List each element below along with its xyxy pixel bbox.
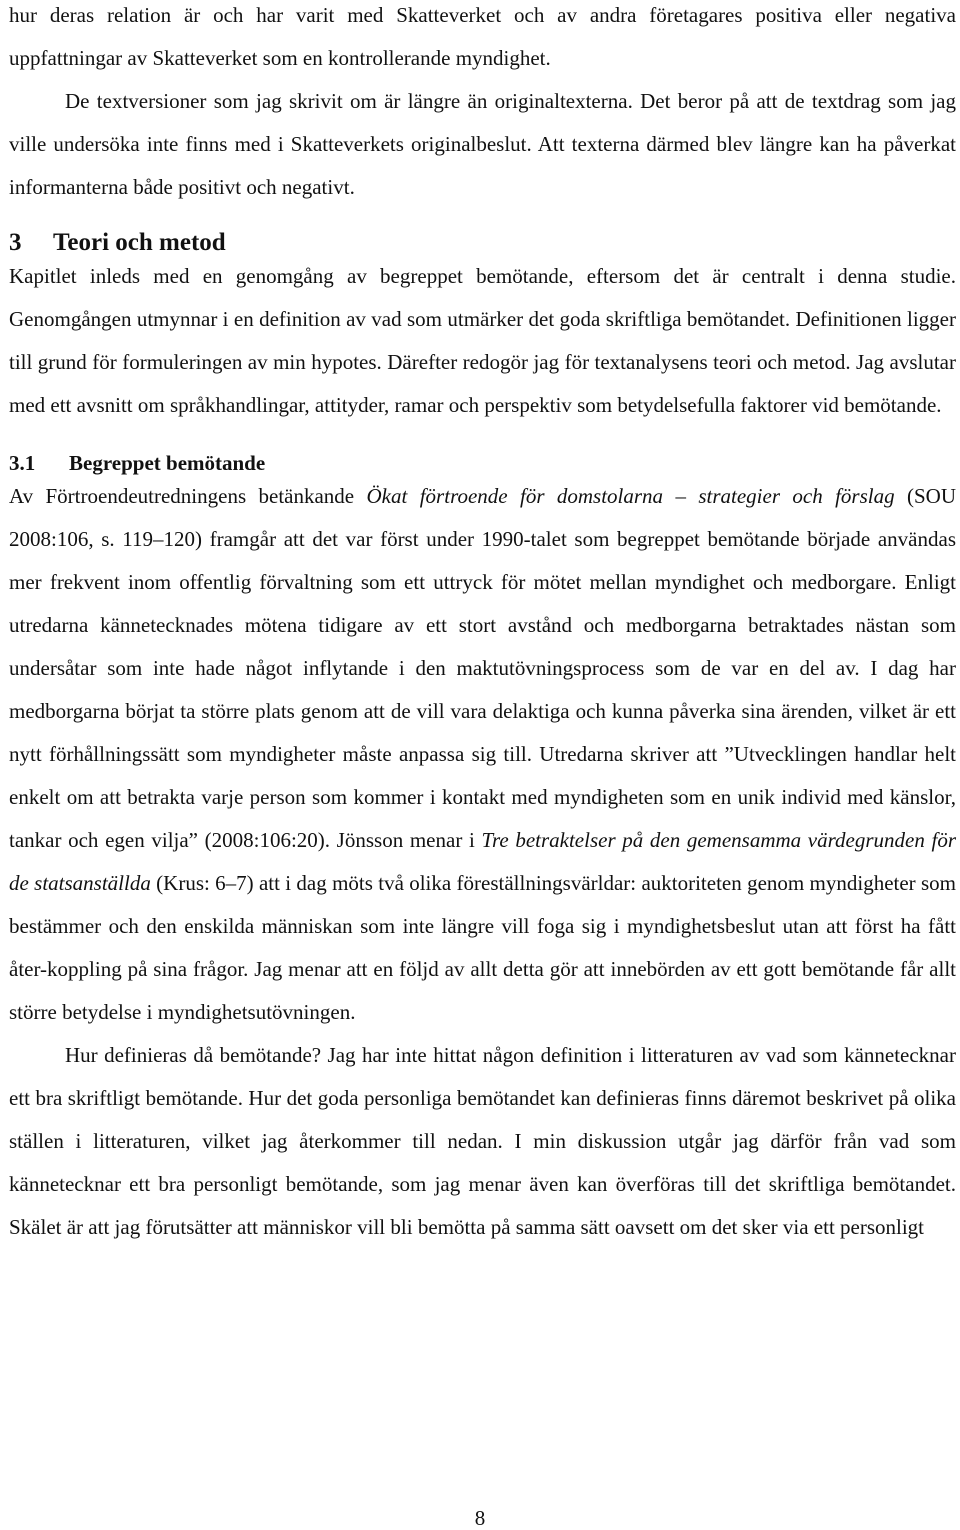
section-3-1-number: 3.1	[9, 451, 36, 475]
p1-report-title: Ökat förtroende för domstolarna – strategier och förslag	[366, 484, 895, 508]
section-3-number: 3	[9, 229, 22, 256]
p1-ending: (Krus: 6–7) att i dag möts två olika föreställningsvärldar: auktoriteten genom myndigheter som bestämmer och den enskilda människan som inte längre vill foga sig i myndighetsbeslut utan att först ha fått åter-koppling på sina frågor. Jag menar att en följd av allt detta gör att innebörden av ett gott bemötande får allt större betydelse i myndighetsutövningen.	[9, 871, 957, 1024]
section-3-1-title: Begreppet bemötande	[69, 451, 266, 475]
section-3-paragraph: Kapitlet inleds med en genomgång av begreppet bemötande, eftersom det är centralt i denna studie. Genomgången utmynnar i en definition av vad som utmärker det goda skriftliga bemötandet. Definitionen ligger till grund för formuleringen av min hypotes. Därefter redogör jag för textanalysens teori och metod. Jag avslutar med ett avsnitt om språkhandlingar, attityder, ramar och perspektiv som betydelsefulla faktorer vid bemötande.	[9, 264, 956, 417]
page-number: 8	[474, 1506, 486, 1530]
document-page	[9, 0, 956, 1249]
section-3-title: Teori och metod	[53, 229, 226, 256]
p1-continuation: (SOU 2008:106, s. 119–120) framgår att det var först under 1990-talet som begreppet bemötande började användas mer frekvent inom offentlig förvaltning som ett uttryck för mötet mellan myndighet och medborgare. Enligt utredarna kännetecknades mötena tidigare av ett stort avstånd och medborgarna betraktades nästan som undersåtar som inte hade något inflytande i den maktutövningsprocess som de var en del av. I dag har medborgarna börjat ta större plats genom att de vill vara delaktiga och kunna påverka sina ärenden, vilket är ett nytt förhållningssätt som myndigheter måste anpassa sig till. Utredarna skriver att ”Utvecklingen handlar helt enkelt om att betrakta varje person som kommer i kontakt med myndigheten som en unik individ med känslor, tankar och egen vilja” (2008:106:20). Jönsson menar i	[9, 484, 956, 852]
paragraph-1: hur deras relation är och har varit med Skatteverket och av andra företagares positiva eller negativa uppfattningar av Skatteverket som en kontrollerande myndighet.	[9, 3, 956, 70]
p1-intro: Av Förtroendeutredningens betänkande	[9, 484, 367, 508]
p1-book-title: Tre betraktelser på den gemensamma värdegrunden för de statsanställda	[9, 828, 956, 895]
section-3-1-paragraph-1	[9, 475, 956, 1034]
section-3-1-paragraph-2: Hur definieras då bemötande? Jag har inte hittat någon definition i litteraturen av vad som kännetecknar ett bra skriftligt bemötande. Hur det goda personliga bemötandet kan definieras finns däremot beskrivet på olika ställen i litteraturen, vilket jag återkommer till nedan. I min diskussion utgår jag därför från vad som kännetecknar ett bra personligt bemötande, som jag menar även kan överföras till det skriftliga bemötandet. Skälet är att jag förutsätter att människor vill bli bemötta på samma sätt oavsett om det sker via ett personligt	[9, 1043, 956, 1239]
paragraph-2: De textversioner som jag skrivit om är längre än originaltexterna. Det beror på att de textdrag som jag ville undersöka inte finns med i Skatteverkets originalbeslut. Att texterna därmed blev längre kan ha påverkat informanterna både positivt och negativt.	[9, 89, 956, 199]
